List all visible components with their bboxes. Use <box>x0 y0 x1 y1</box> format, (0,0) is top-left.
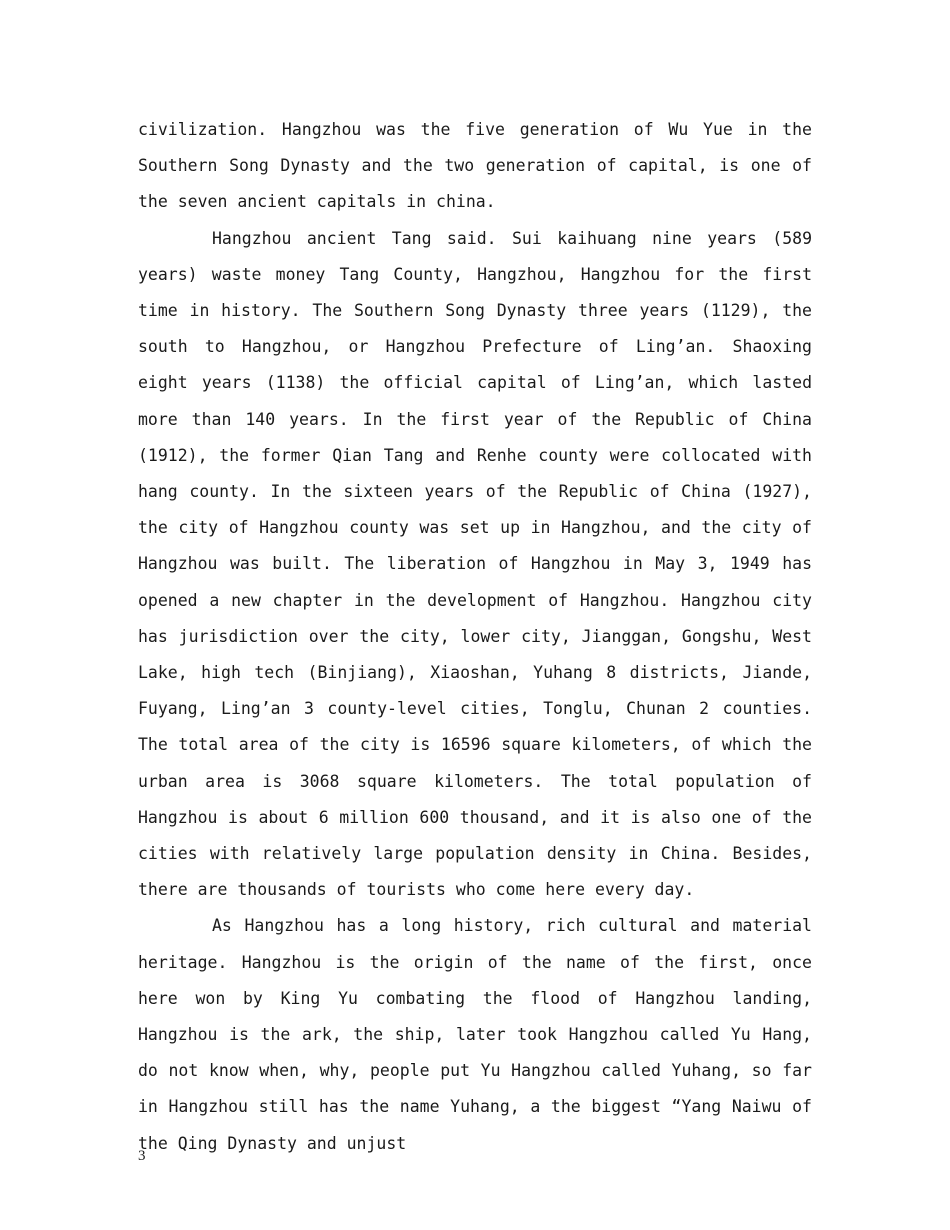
body-text <box>138 112 812 1162</box>
paragraph-civilization: civilization. Hangzhou was the five generation of Wu Yue in the Southern Song Dynasty and the two generation of capital, is one of the seven ancient capitals in china. <box>138 120 812 212</box>
paragraph-history: Hangzhou ancient Tang said. Sui kaihuang nine years (589 years) waste money Tang County, Hangzhou, Hangzhou for the first time in history. The Southern Song Dynasty three years (1129), the south to Hangzhou, or Hangzhou Prefecture of Ling’an. Shaoxing eight years (1138) the official capital of Ling’an, which lasted more than 140 years. In the first year of the Republic of China (1912), the former Qian Tang and Renhe county were collocated with hang county. In the sixteen years of the Republic of China (1927), the city of Hangzhou county was set up in Hangzhou, and the city of Hangzhou was built. The liberation of Hangzhou in May 3, 1949 has opened a new chapter in the development of Hangzhou. Hangzhou city has jurisdiction over the city, lower city, Jianggan, Gongshu, West Lake, high tech (Binjiang), Xiaoshan, Yuhang 8 districts, Jiande, Fuyang, Ling’an 3 county-level cities, Tonglu, Chunan 2 counties. The total area of the city is 16596 square kilometers, of which the urban area is 3068 square kilometers. The total population of Hangzhou is about 6 million 600 thousand, and it is also one of the cities with relatively large population density in China. Besides, there are thousands of tourists who come here every day. <box>138 228 812 900</box>
paragraph-heritage: As Hangzhou has a long history, rich cultural and material heritage. Hangzhou is the origin of the name of the first, once here won by King Yu combating the flood of Hangzhou landing, Hangzhou is the ark, the ship, later took Hangzhou called Yu Hang, do not know when, why, people put Yu Hangzhou called Yuhang, so far in Hangzhou still has the name Yuhang, a the biggest “Yang Naiwu of the Qing Dynasty and unjust <box>138 916 812 1153</box>
page-number: 3 <box>138 1148 146 1164</box>
